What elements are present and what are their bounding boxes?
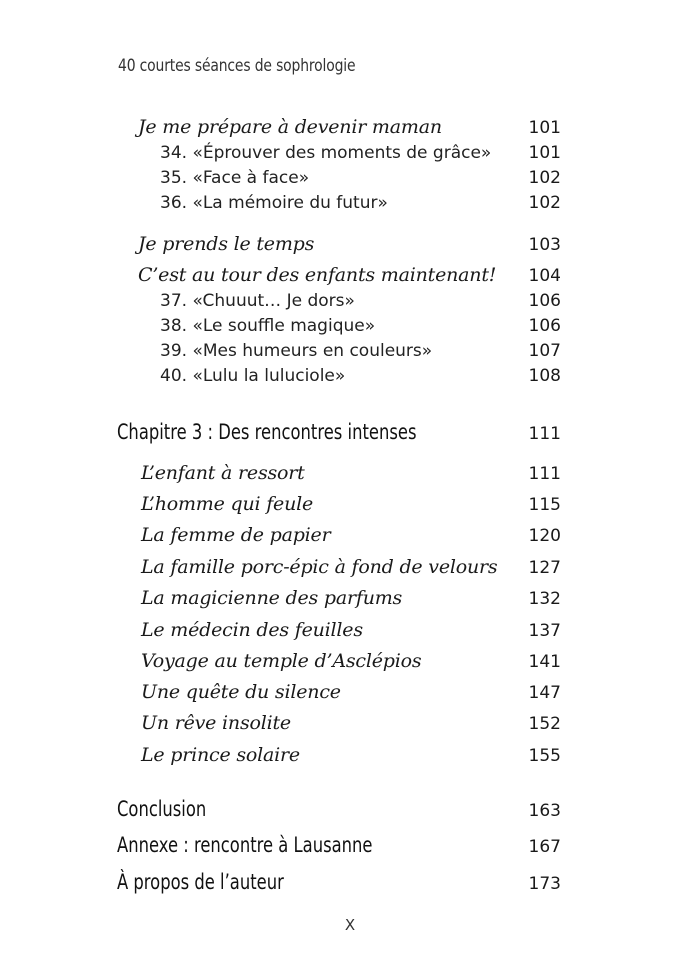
toc-entry-title: Le prince solaire (141, 744, 300, 766)
toc-entry-title: La femme de papier (141, 524, 331, 546)
toc-entry-title: La famille porc-épic à fond de velours (141, 556, 498, 578)
toc-entry-story[interactable] (0, 644, 700, 672)
toc-entry-back-matter[interactable] (0, 866, 700, 894)
toc-entry-page: 111 (528, 464, 561, 484)
toc-entry-title: L’homme qui feule (141, 493, 314, 515)
toc-entry-story[interactable] (0, 550, 700, 578)
toc-entry-exercise[interactable] (0, 308, 700, 336)
toc-entry-exercise[interactable] (0, 135, 700, 163)
toc-entry-title: 39. «Mes humeurs en couleurs» (160, 341, 433, 361)
toc-entry-title: C’est au tour des enfants maintenant! (138, 264, 497, 286)
toc-entry-title: 36. «La mémoire du futur» (160, 193, 388, 213)
toc-entry-page: 163 (528, 801, 561, 821)
toc-entry-title: Un rêve insolite (141, 712, 291, 734)
toc-entry-page: 155 (528, 746, 561, 766)
toc-entry-title: 35. «Face à face» (160, 168, 310, 188)
toc-entry-page: 104 (528, 266, 561, 286)
toc-entry-exercise[interactable] (0, 358, 700, 386)
toc-entry-title: 38. «Le souffle magique» (160, 316, 376, 336)
toc-chapter-title: Annexe : rencontre à Lausanne (117, 833, 373, 857)
toc-entry-story[interactable] (0, 738, 700, 766)
toc-entry-page: 167 (528, 837, 561, 857)
toc-entry-title: Une quête du silence (141, 681, 341, 703)
toc-entry-title: Voyage au temple d’Asclépios (141, 650, 422, 672)
toc-entry-page: 101 (528, 143, 561, 163)
toc-entry-page: 120 (528, 526, 561, 546)
toc-entry-exercise[interactable] (0, 185, 700, 213)
toc-entry-story[interactable] (0, 487, 700, 515)
toc-entry-story[interactable] (0, 613, 700, 641)
toc-entry-page: 111 (528, 424, 561, 444)
toc-entry-page: 101 (528, 118, 561, 138)
toc-entry-title: Je me prépare à devenir maman (138, 116, 442, 138)
toc-entry-title: Le médecin des feuilles (141, 619, 363, 641)
toc-entry-section[interactable] (0, 258, 700, 286)
toc-entry-story[interactable] (0, 706, 700, 734)
toc-entry-page: 173 (528, 874, 561, 894)
toc-entry-story[interactable] (0, 675, 700, 703)
toc-entry-story[interactable] (0, 518, 700, 546)
toc-entry-story[interactable] (0, 581, 700, 609)
page-number: X (344, 916, 356, 934)
toc-entry-page: 106 (528, 291, 561, 311)
toc-entry-exercise[interactable] (0, 283, 700, 311)
toc-entry-page: 115 (528, 495, 561, 515)
toc-entry-page: 127 (528, 558, 561, 578)
toc-entry-page: 152 (528, 714, 561, 734)
toc-chapter-title: Chapitre 3 : Des rencontres intenses (117, 420, 417, 444)
running-header: 40 courtes séances de sophrologie (118, 56, 356, 76)
toc-entry-title: 37. «Chuuut… Je dors» (160, 291, 355, 311)
toc-entry-page: 137 (528, 621, 561, 641)
toc-entry-back-matter[interactable] (0, 829, 700, 857)
toc-entry-back-matter[interactable] (0, 793, 700, 821)
toc-entry-exercise[interactable] (0, 333, 700, 361)
toc-entry-page: 106 (528, 316, 561, 336)
toc-entry-story[interactable] (0, 456, 700, 484)
toc-entry-chapter[interactable] (0, 416, 700, 444)
toc-entry-title: 40. «Lulu la luluciole» (160, 366, 346, 386)
toc-entry-page: 102 (528, 168, 561, 188)
toc-entry-title: 34. «Éprouver des moments de grâce» (160, 143, 492, 163)
toc-entry-page: 103 (528, 235, 561, 255)
toc-entry-page: 147 (528, 683, 561, 703)
toc-entry-title: Je prends le temps (138, 233, 315, 255)
toc-entry-page: 132 (528, 589, 561, 609)
toc-entry-section[interactable] (0, 110, 700, 138)
toc-entry-title: L’enfant à ressort (141, 462, 305, 484)
toc-entry-page: 141 (528, 652, 561, 672)
toc-entry-title: La magicienne des parfums (141, 587, 403, 609)
toc-entry-page: 102 (528, 193, 561, 213)
toc-entry-section[interactable] (0, 227, 700, 255)
toc-entry-page: 108 (528, 366, 561, 386)
toc-chapter-title: Conclusion (117, 797, 207, 821)
toc-chapter-title: À propos de l’auteur (117, 870, 284, 894)
toc-entry-page: 107 (528, 341, 561, 361)
toc-entry-exercise[interactable] (0, 160, 700, 188)
